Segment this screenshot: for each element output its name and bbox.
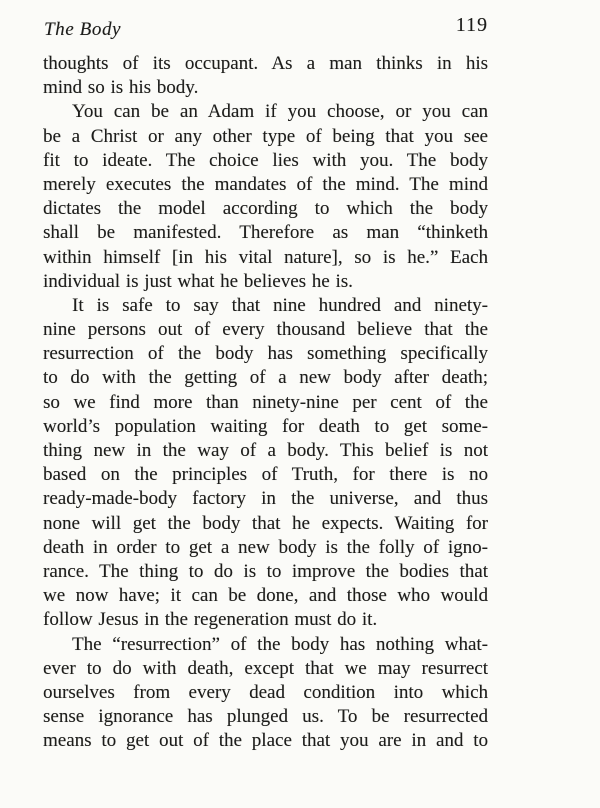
text-line: death in order to get a new body is the folly of igno- (43, 536, 488, 558)
text-line: ready-made-body factory in the universe, and thus (43, 488, 488, 510)
text-line: follow Jesus in the regeneration must do it. (43, 609, 378, 631)
text-line: individual is just what he believes he is. (43, 270, 353, 292)
text-line: means to get out of the place that you are in and to (43, 730, 488, 752)
text-line: world’s population waiting for death to get some- (43, 415, 488, 437)
text-line: within himself [in his vital nature], so is he.” Each (43, 246, 488, 268)
text-line: we now have; it can be done, and those who would (43, 585, 488, 607)
text-line: shall be manifested. Therefore as man “thinketh (43, 222, 488, 244)
text-line: thing new in the way of a body. This belief is not (43, 440, 488, 461)
page-header (44, 14, 488, 40)
text-line: dictates the model according to which the body (43, 198, 488, 220)
text-line: none will get the body that he expects. Waiting for (43, 512, 488, 534)
text-line: resurrection of the body has something specifically (43, 343, 488, 365)
text-line: thoughts of its occupant. As a man thinks in his (43, 53, 488, 74)
text-line: merely executes the mandates of the mind. The mind (43, 173, 488, 195)
text-line: fit to ideate. The choice lies with you. The body (43, 149, 488, 171)
text-line: ever to do with death, except that we may resurrect (43, 657, 488, 679)
page-number: 119 (455, 14, 488, 36)
text-line: The “resurrection” of the body has nothing what- (72, 633, 488, 655)
text-line: so we find more than ninety-nine per cent of the (43, 391, 488, 413)
text-line: sense ignorance has plunged us. To be resurrected (43, 706, 488, 728)
text-line: You can be an Adam if you choose, or you can (72, 101, 488, 123)
text-line: rance. The thing to do is to improve the bodies that (43, 560, 488, 582)
text-line: to do with the getting of a new body after death; (43, 367, 488, 389)
running-title: The Body (44, 19, 122, 40)
text-line: be a Christ or any other type of being that you see (43, 125, 488, 147)
text-line: mind so is his body. (43, 77, 199, 99)
text-line: ourselves from every dead condition into which (43, 681, 488, 703)
body-text (43, 52, 488, 753)
text-line: based on the principles of Truth, for there is no (43, 464, 488, 486)
text-line: nine persons out of every thousand believe that the (43, 319, 488, 341)
text-line: It is safe to say that nine hundred and ninety- (72, 294, 488, 316)
